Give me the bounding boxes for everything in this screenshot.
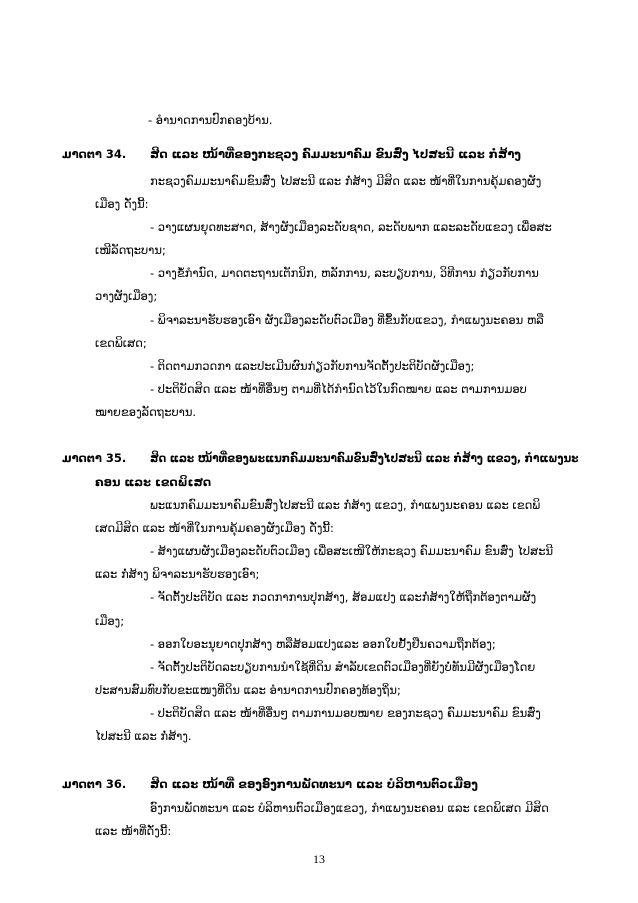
list-item: - ອອກໃບອະນຸຍາດປຸກສ້າງ ຫລືສ້ອມແປງແລະ ອອກໃບຢັ້ງຢືນຄວາມຖືກຕ້ອງ;: [150, 636, 496, 651]
paragraph-line: ເຂດພິເສດ;: [95, 335, 147, 350]
list-item: - ປະຕິບັດສິດ ແລະ ໜ້າທີ່ອື່ນໆ ຕາມການມອບໝາຍ ຂອງກະຊວງ ຄົມມະນາຄົມ ຂົນສົ່ງ: [150, 706, 541, 721]
list-item: - ຈັດຕັ້ງປະຕິບັດ ແລະ ກວດກາການປຸກສ້າງ, ສ້ອມແປງ ແລະກໍ່ສ້າງໃຫ້ຖືກຕ້ອງຕາມຜັງ: [150, 590, 537, 605]
list-item: - ອຳນາດການປົກຄອງບ້ານ.: [148, 113, 273, 127]
paragraph-line: ແລະ ໜ້າທີ່ດັ່ງນີ້:: [95, 823, 172, 838]
article-heading: ສິດ ແລະ ໜ້າທີ່ຂອງກະຊວງ ຄົມມະນາຄົມ ຂົນສົ່ງ ໄປສະນີ ແລະ ກໍ່ສ້າງ: [150, 146, 521, 161]
paragraph-line: ເສດມີສິດ ແລະ ໜ້າທີ່ໃນການຄຸ້ມຄອງຜັງເມືອງ ດັ່ງນີ້:: [95, 520, 334, 535]
list-item: - ສ້າງແຜນຜັງເມືອງລະດັບຕົວເມືອງ ເພື່ອສະເໜີໃຫ້ກະຊວງ ຄົມມະນາຄົມ ຂົນສົ່ງ ໄປສະນີ: [150, 544, 554, 559]
list-item: - ປະຕິບັດສິດ ແລະ ໜ້າທີ່ອື່ນໆ ຕາມທີ່ໄດ້ກຳນົດໄວ້ໃນກົດໝາຍ ແລະ ຕາມການມອບ: [150, 382, 527, 396]
paragraph-line: ເໜີລັດຖະບານ;: [95, 243, 166, 257]
article-number: ມາດຕາ 34.: [62, 146, 127, 161]
list-item: - ວາງຂໍ້ກຳນົດ, ມາດຕະຖານເຕັກນິກ, ຫລັກການ, ລະບຽບການ, ວິທີການ ກ່ຽວກັບການ: [150, 266, 539, 281]
paragraph-line: ໝາຍຂອງລັດຖະບານ.: [95, 405, 197, 420]
paragraph-line: ປະສານສົມທົບກັບຂະແໜງທີ່ດິນ ແລະ ອຳນາດການປົກຄອງທ້ອງຖິ່ນ;: [95, 683, 401, 697]
paragraph-line: ກະຊວງຄົມມະນາຄົມຂົນສົ່ງ ໄປສະນີ ແລະ ກໍ່ສ້າງ ມີສິດ ແລະ ໜ້າທີ່ໃນການຄຸ້ມຄອງຜັງ: [150, 173, 542, 188]
paragraph-line: ພະແນກຄົມມະນາຄົມຂົນສົ່ງໄປສະນີ ແລະ ກໍ່ສ້າງ ແຂວງ, ກຳແພງນະຄອນ ແລະ ເຂດພິ: [150, 497, 541, 512]
article-number: ມາດຕາ 35.: [62, 451, 127, 466]
list-item: - ຈັດຕັ້ງປະຕິບັດລະບຽບການນຳໃຊ້ທີ່ດິນ ສຳລັບເຂດຕົວເມືອງທີ່ຍັງບໍ່ທັນມີຜັງເມືອງໂດຍ: [150, 659, 536, 674]
page-number: 13: [313, 852, 325, 866]
article-heading: ສິດ ແລະ ໜ້າທີ່ຂອງພະແນກຄົມມະນາຄົມຂົນສົ່ງໄປສະນີ ແລະ ກໍ່ສ້າງ ແຂວງ, ກຳແພງນະ: [150, 451, 579, 466]
list-item: - ວາງແຜນຍຸດທະສາດ, ສ້າງຜັງເມືອງລະດັບຊາດ, ລະດັບພາກ ແລະລະດັບແຂວງ ເພື່ອສະ: [150, 219, 552, 234]
paragraph-line: ອົງການພັດທະນາ ແລະ ບໍລິຫານຕົວເມືອງແຂວງ, ກຳແພງນະຄອນ ແລະ ເຂດພິເສດ ມີສິດ: [150, 800, 549, 815]
paragraph-line: ໄປສະນີ ແລະ ກໍ່ສ້າງ.: [95, 729, 192, 744]
paragraph-line: ແລະ ກໍ່ສ້າງ ພິຈາລະນາຮັບຮອງເອົາ;: [95, 567, 260, 582]
article-heading: ຄອນ ແລະ ເຂດພິເສດ: [95, 474, 212, 489]
paragraph-line: ເມືອງ ດັ່ງນີ້:: [95, 196, 149, 211]
list-item: - ຕິດຕາມກວດກາ ແລະປະເມີນຜົນກ່ຽວກັບການຈັດຕັ້ງປະຕິບັດຜັງເມືອງ;: [150, 358, 475, 373]
article-heading: ສິດ ແລະ ໜ້າທີ່ ຂອງອົງການພັດທະນາ ແລະ ບໍລິຫານຕົວເມືອງ: [150, 777, 478, 792]
article-number: ມາດຕາ 36.: [62, 777, 127, 792]
paragraph-line: ວາງຜັງເມືອງ;: [95, 289, 158, 304]
paragraph-line: ເມືອງ;: [95, 613, 125, 628]
list-item: - ພິຈາລະນາຮັບຮອງເອົາ ຜັງເມືອງລະດັບຕົວເມືອງ ທີ່ຂຶ້ນກັບແຂວງ, ກຳແພງນະຄອນ ຫລື: [150, 312, 544, 327]
